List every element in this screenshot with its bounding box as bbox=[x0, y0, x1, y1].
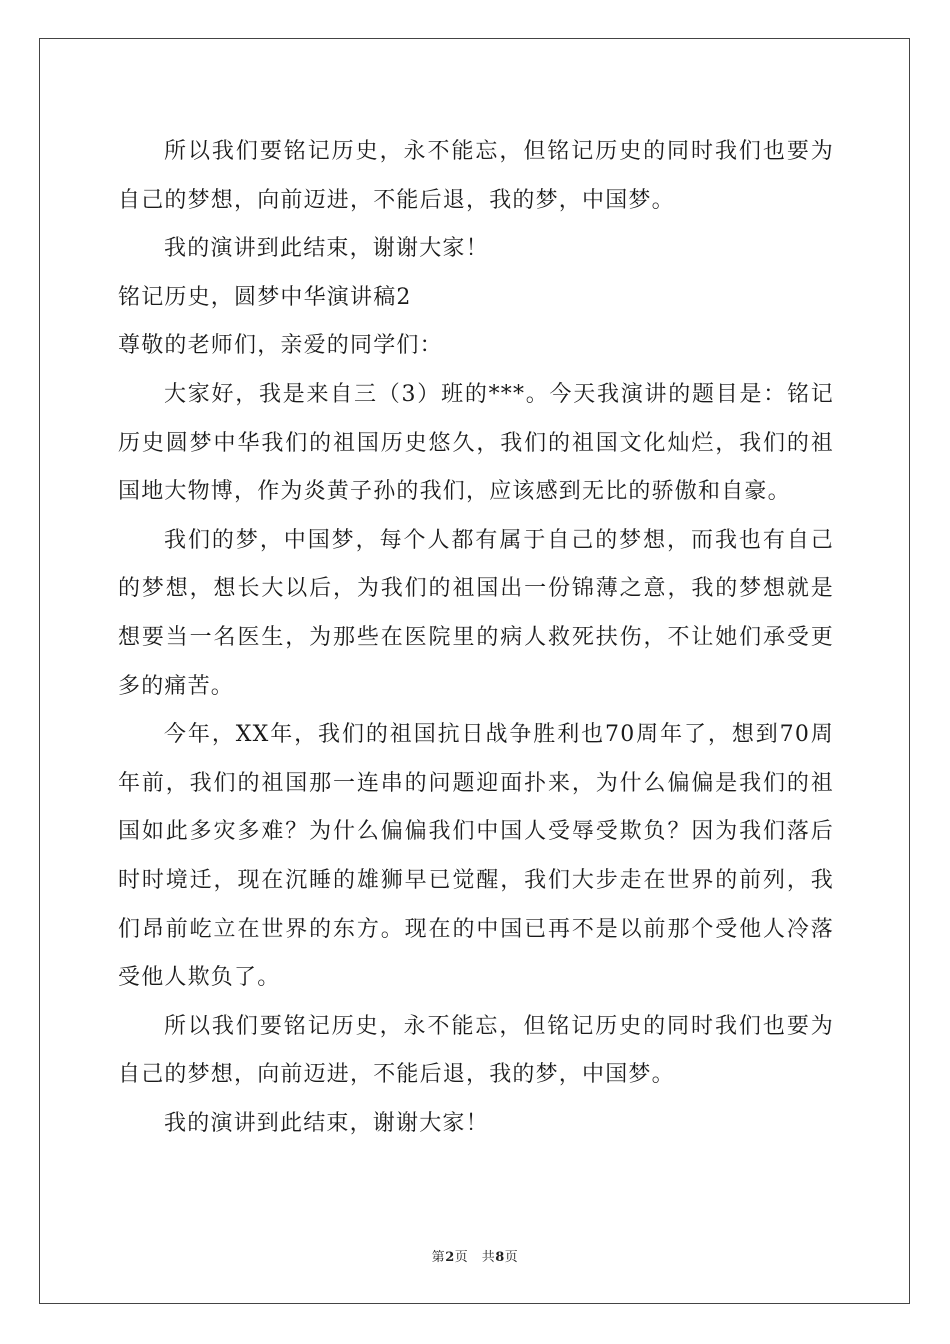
footer-mid: 页 共 bbox=[454, 1250, 496, 1265]
text-line: 自己的梦想，向前迈进，不能后退，我的梦，中国梦。 bbox=[118, 187, 675, 213]
text-line: 年前，我们的祖国那一连串的问题迎面扑来，为什么偏偏是我们的祖 bbox=[118, 770, 834, 796]
text-line: 所以我们要铭记历史，永不能忘，但铭记历史的同时我们也要为 bbox=[164, 1013, 834, 1039]
paragraph-1 bbox=[118, 128, 834, 225]
footer-prefix: 第 bbox=[431, 1250, 446, 1265]
text-line: 多的痛苦。 bbox=[118, 673, 235, 699]
text-line: 想要当一名医生，为那些在医院里的病人救死扶伤，不让她们承受更 bbox=[118, 624, 834, 650]
section-heading bbox=[118, 274, 834, 323]
text-line: 历史圆梦中华我们的祖国历史悠久，我们的祖国文化灿烂，我们的祖 bbox=[118, 430, 834, 456]
paragraph-7 bbox=[118, 1100, 834, 1149]
text-line: 今年，XX年，我们的祖国抗日战争胜利也70周年了，想到70周 bbox=[164, 722, 834, 748]
footer-suffix: 页 bbox=[504, 1250, 519, 1265]
text-line: 们昂前屹立在世界的东方。现在的中国已再不是以前那个受他人冷落 bbox=[118, 916, 834, 942]
text-line: 受他人欺负了。 bbox=[118, 965, 281, 991]
paragraph-2 bbox=[118, 225, 834, 274]
text-line: 我的演讲到此结束，谢谢大家！ bbox=[164, 1110, 489, 1136]
text-line: 国地大物博，作为炎黄子孙的我们，应该感到无比的骄傲和自豪。 bbox=[118, 479, 791, 505]
paragraph-3 bbox=[118, 371, 834, 517]
text-line: 的梦想，想长大以后，为我们的祖国出一份锦薄之意，我的梦想就是 bbox=[118, 576, 834, 602]
document-body bbox=[118, 128, 834, 1148]
text-line: 时时境迁，现在沉睡的雄狮早已觉醒，我们大步走在世界的前列，我 bbox=[118, 867, 834, 893]
paragraph-4 bbox=[118, 517, 834, 711]
salutation bbox=[118, 322, 834, 371]
text-line: 我的演讲到此结束，谢谢大家！ bbox=[164, 236, 489, 262]
text-line: 大家好，我是来自三（3）班的***。今天我演讲的题目是：铭记 bbox=[164, 381, 834, 407]
paragraph-5 bbox=[118, 711, 834, 1003]
total-pages: 8 bbox=[495, 1250, 505, 1265]
text-line: 我们的梦，中国梦，每个人都有属于自己的梦想，而我也有自己 bbox=[164, 527, 834, 553]
paragraph-6 bbox=[118, 1003, 834, 1100]
text-line: 尊敬的老师们，亲爱的同学们： bbox=[118, 333, 443, 359]
text-line: 自己的梦想，向前迈进，不能后退，我的梦，中国梦。 bbox=[118, 1062, 675, 1088]
heading-text: 铭记历史，圆梦中华演讲稿2 bbox=[118, 284, 412, 310]
text-line: 所以我们要铭记历史，永不能忘，但铭记历史的同时我们也要为 bbox=[164, 139, 834, 164]
page-footer bbox=[0, 1246, 950, 1265]
text-line: 国如此多灾多难？为什么偏偏我们中国人受辱受欺负？因为我们落后 bbox=[118, 819, 834, 845]
page-number: 2 bbox=[445, 1250, 455, 1265]
